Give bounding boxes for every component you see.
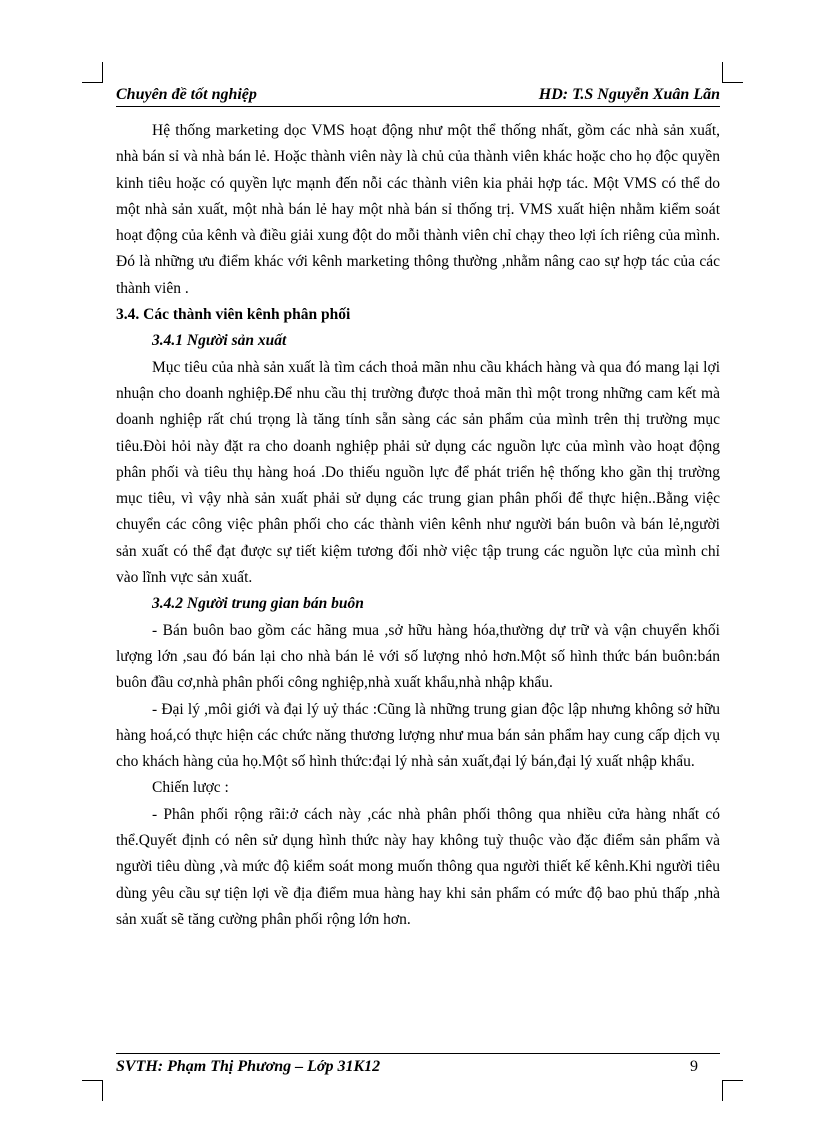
crop-mark-top-right: [722, 62, 743, 83]
paragraph-intensive-distribution: - Phân phối rộng rãi:ở cách này ,các nhà phân phối thông qua nhiều cửa hàng nhất có thể.Quyết định có nên sử dụng hình thức này hay không tuỳ thuộc vào đặc điểm sản phẩm và người tiêu dùng ,và mức độ kiểm soát mong muốn thông qua người thiết kế kênh.Khi người tiêu dùng yêu cầu sự tiện lợi về địa điểm mua hàng hay khi sản phẩm có mức độ bao phủ thấp ,nhà sản xuất sẽ tăng cường phân phối rộng lớn hơn.: [116, 805, 720, 928]
crop-mark-bottom-left: [82, 1080, 103, 1101]
page-number: 9: [690, 1058, 698, 1075]
page-footer: [116, 1053, 720, 1078]
footer-student: SVTH: Phạm Thị Phương – Lớp 31K12: [116, 1058, 381, 1075]
paragraph-wholesale: - Bán buôn bao gồm các hãng mua ,sở hữu hàng hóa,thường dự trữ và vận chuyển khối lượng lớn ,sau đó bán lại cho nhà bán lẻ với số lượng nhỏ hơn.Một số hình thức bán buôn:bán buôn đầu cơ,nhà phân phối công nghiệp,nhà xuất khẩu,nhà nhập khẩu.: [116, 621, 720, 692]
paragraph-vms: Hệ thống marketing dọc VMS hoạt động như một thể thống nhất, gồm các nhà sản xuất, nhà bán sỉ và nhà bán lẻ. Hoặc thành viên này là chủ của thành viên khác hoặc cho họ độc quyền kinh tiêu hoặc có quyền lực mạnh đến nỗi các thành viên kia phải hợp tác. Một VMS có thể do một nhà sản xuất, một nhà bán lẻ hay một nhà bán sỉ thống trị. VMS xuất hiện nhằm kiểm soát hoạt động của kênh và điều giải xung đột do mỗi thành viên chỉ chạy theo lợi ích riêng của mình. Đó là những ưu điểm khác với kênh marketing thông thường ,nhằm nâng cao sự hợp tác của các thành viên .: [116, 122, 720, 297]
heading-section-3-4: 3.4. Các thành viên kênh phân phối: [116, 306, 351, 324]
crop-mark-top-left: [82, 62, 103, 83]
header-document-title: Chuyên đề tốt nghiệp: [116, 86, 257, 103]
header-advisor: HD: T.S Nguyễn Xuân Lãn: [538, 86, 720, 103]
heading-section-3-4-1: 3.4.1 Người sản xuất: [152, 332, 287, 350]
page-header: [116, 84, 720, 107]
heading-section-3-4-2: 3.4.2 Người trung gian bán buôn: [152, 595, 364, 613]
crop-mark-bottom-right: [722, 1080, 743, 1101]
paragraph-strategy-label: Chiến lược :: [152, 779, 229, 797]
paragraph-producer: Mục tiêu của nhà sản xuất là tìm cách thoả mãn nhu cầu khách hàng và qua đó mang lại lợi nhuận cho doanh nghiệp.Để nhu cầu thị trường được thoả mãn thì một trong những cam kết mà doanh nghiệp rất chú trọng là tăng tính sẵn sàng các sản phẩm của mình trên thị trường mục tiêu.Đòi hỏi này đặt ra cho doanh nghiệp phải sử dụng các nguồn lực của mình vào hoạt động phân phối và tiêu thụ hàng hoá .Do thiếu nguồn lực để phát triển hệ thống kho gần thị trường mục tiêu, vì vậy nhà sản xuất phải sử dụng các trung gian phân phối để thực hiện..Bằng việc chuyển các công việc phân phối cho các thành viên kênh như người bán buôn và bán lẻ,người sản xuất có thể đạt được sự tiết kiệm tương đối nhờ việc tập trung các nguồn lực của mình chỉ vào lĩnh vực sản xuất.: [116, 358, 720, 587]
paragraph-agents: - Đại lý ,môi giới và đại lý uỷ thác :Cũng là những trung gian độc lập nhưng không sở hữu hàng hoá,có thực hiện các chức năng thương lượng như mua bán sản phẩm hay cung cấp dịch vụ cho khách hàng của họ.Một số hình thức:đại lý nhà sản xuất,đại lý bán,đại lý xuất nhập khẩu.: [116, 700, 720, 771]
page-body: [116, 118, 720, 933]
